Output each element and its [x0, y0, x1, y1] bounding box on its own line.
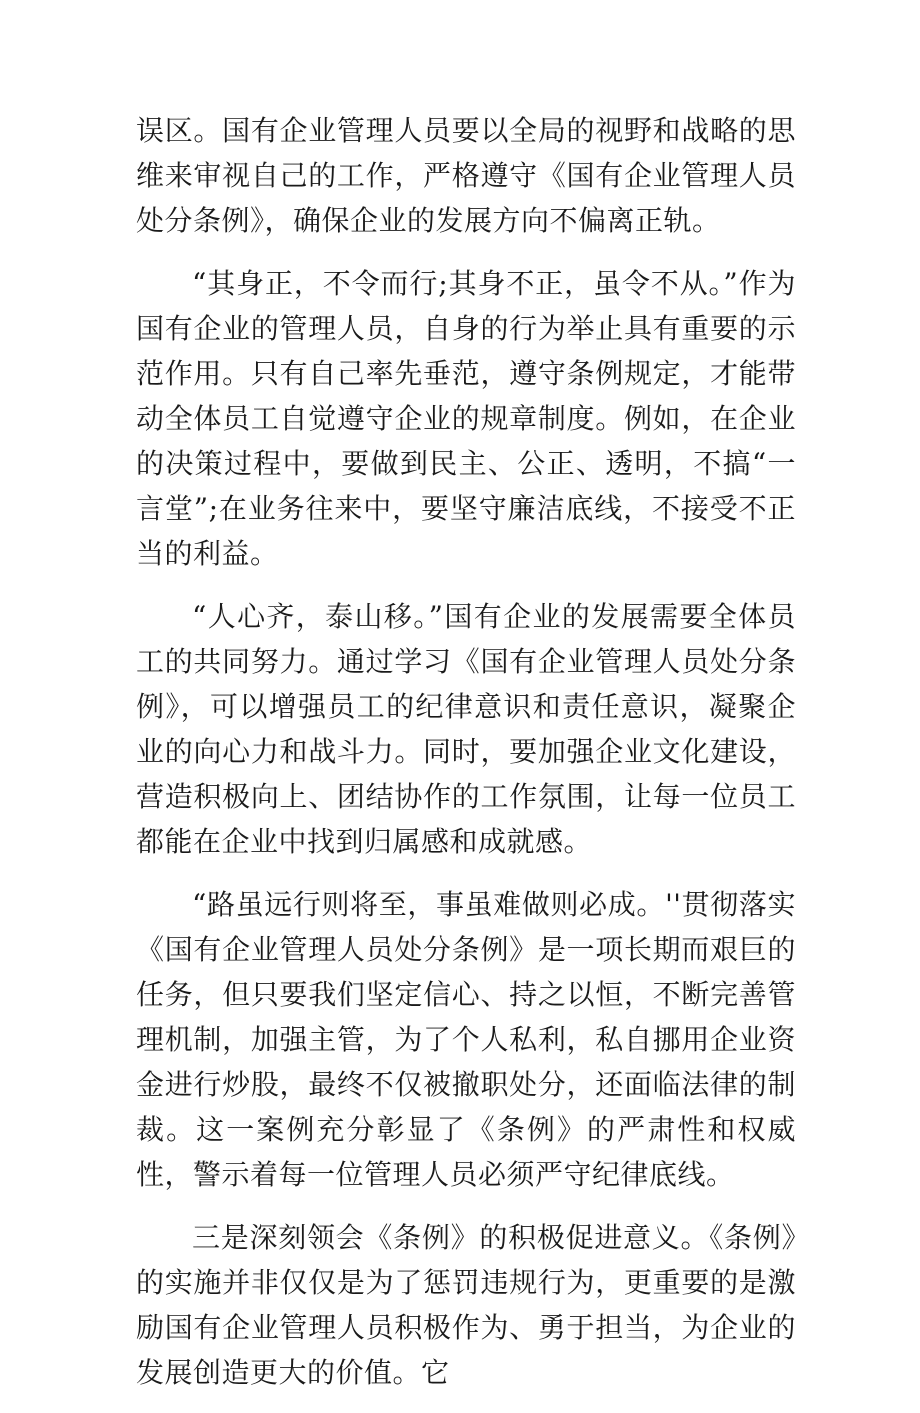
- document-page: [136, 108, 796, 1413]
- paragraph-2: “其身正，不令而行;其身不正，虽令不从。”作为国有企业的管理人员，自身的行为举止具有重要的示范作用。只有自己率先垂范，遵守条例规定，才能带动全体员工自觉遵守企业的规章制度。例如，在企业的决策过程中，要做到民主、公正、透明，不搞“一言堂”;在业务往来中，要坚守廉洁底线，不接受不正当的利益。: [136, 267, 796, 570]
- paragraph-4: “路虽远行则将至，事虽难做则必成。''贯彻落实《国有企业管理人员处分条例》是一项长期而艰巨的任务，但只要我们坚定信心、持之以恒，不断完善管理机制，加强主管，为了个人私利，私自挪用企业资金进行炒股，最终不仅被撤职处分，还面临法律的制裁。这一案例充分彰显了《条例》的严肃性和权威性，警示着每一位管理人员必须严守纪律底线。: [136, 888, 796, 1191]
- paragraph-1: 误区。国有企业管理人员要以全局的视野和战略的思维来审视自己的工作，严格遵守《国有企业管理人员处分条例》，确保企业的发展方向不偏离正轨。: [136, 114, 796, 237]
- paragraph-3: “人心齐，泰山移。”国有企业的发展需要全体员工的共同努力。通过学习《国有企业管理人员处分条例》，可以增强员工的纪律意识和责任意识，凝聚企业的向心力和战斗力。同时，要加强企业文化建设，营造积极向上、团结协作的工作氛围，让每一位员工都能在企业中找到归属感和成就感。: [136, 600, 796, 858]
- paragraph-5: 三是深刻领会《条例》的积极促进意义。《条例》的实施并非仅仅是为了惩罚违规行为，更重要的是激励国有企业管理人员积极作为、勇于担当，为企业的发展创造更大的价值。它: [136, 1221, 796, 1389]
